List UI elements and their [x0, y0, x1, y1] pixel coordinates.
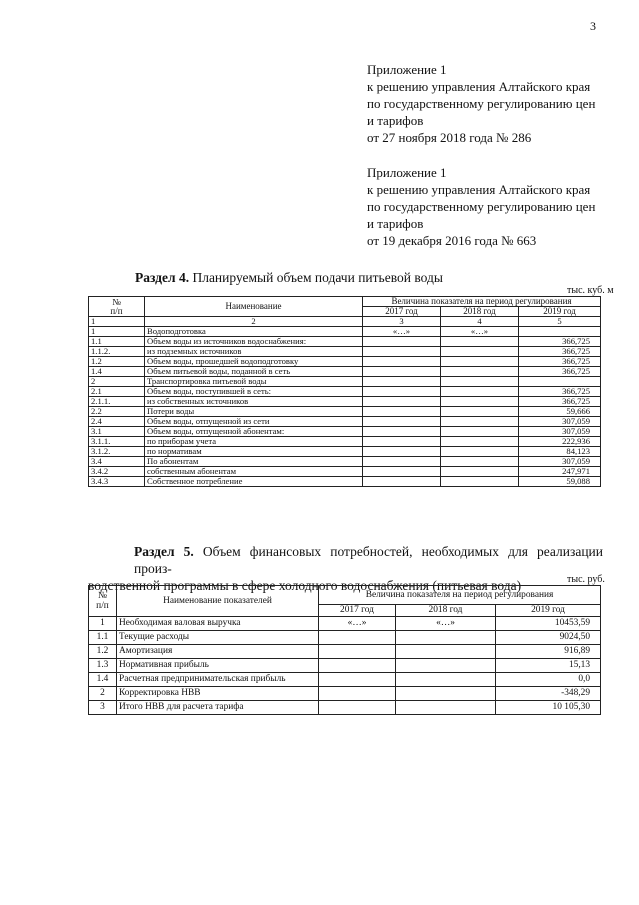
table-row — [89, 617, 601, 631]
value-2019: 59,666 — [519, 407, 601, 417]
value-2017 — [363, 337, 441, 347]
value-2019: 222,936 — [519, 437, 601, 447]
header-2017: 2017 год — [319, 605, 396, 617]
row-name: Собственное потребление — [145, 477, 363, 487]
row-name: по нормативам — [145, 447, 363, 457]
row-name: Расчетная предпринимательская прибыль — [117, 673, 319, 687]
row-number: 3.4.3 — [89, 477, 145, 487]
row-number: 2.4 — [89, 417, 145, 427]
row-name: Водоподготовка — [145, 327, 363, 337]
value-2018 — [441, 447, 519, 457]
value-2018 — [441, 377, 519, 387]
table-row — [89, 387, 601, 397]
table-row — [89, 357, 601, 367]
table-row — [89, 417, 601, 427]
value-2017 — [363, 347, 441, 357]
row-name: из подземных источников — [145, 347, 363, 357]
value-2018 — [441, 387, 519, 397]
row-number: 1.1 — [89, 337, 145, 347]
value-2017 — [319, 645, 396, 659]
col-number: 1 — [89, 317, 145, 327]
table-row — [89, 701, 601, 715]
value-2017: «…» — [363, 327, 441, 337]
value-2017 — [363, 407, 441, 417]
col-number: 5 — [519, 317, 601, 327]
annex-line: от 27 ноября 2018 года № 286 — [367, 130, 532, 145]
table-row — [89, 477, 601, 487]
value-2018 — [396, 659, 496, 673]
table-row — [89, 447, 601, 457]
table-row — [89, 645, 601, 659]
value-2017 — [363, 467, 441, 477]
col-number: 2 — [145, 317, 363, 327]
table-row — [89, 457, 601, 467]
row-name: из собственных источников — [145, 397, 363, 407]
value-2018: «…» — [396, 617, 496, 631]
page-number: 3 — [590, 19, 596, 33]
row-name: Итого НВВ для расчета тарифа — [117, 701, 319, 715]
value-2018 — [441, 417, 519, 427]
value-2018 — [441, 477, 519, 487]
value-2018 — [396, 701, 496, 715]
row-name: Амортизация — [117, 645, 319, 659]
row-name: По абонентам — [145, 457, 363, 467]
header-name: Наименование — [145, 297, 363, 317]
table-row — [89, 427, 601, 437]
value-2018 — [441, 347, 519, 357]
row-name: Объем воды из источников водоснабжения: — [145, 337, 363, 347]
section5-title-line2: водственной программы в сфере холодного водоснабжения (питьевая вода) — [88, 578, 522, 593]
value-2019: 15,13 — [496, 659, 601, 673]
value-2019: 0,0 — [496, 673, 601, 687]
value-2019: 366,725 — [519, 357, 601, 367]
row-number: 3.1.2. — [89, 447, 145, 457]
value-2019: 366,725 — [519, 367, 601, 377]
value-2018 — [441, 467, 519, 477]
row-number: 1.4 — [89, 673, 117, 687]
value-2018 — [441, 357, 519, 367]
value-2017 — [319, 659, 396, 673]
table-row — [89, 673, 601, 687]
row-number: 3.1.1. — [89, 437, 145, 447]
section5-table — [88, 585, 601, 715]
header-num: № п/п — [89, 586, 117, 617]
row-number: 1.2 — [89, 645, 117, 659]
value-2017 — [363, 477, 441, 487]
section4-title-text: Планируемый объем подачи питьевой воды — [189, 270, 443, 285]
value-2017 — [363, 357, 441, 367]
value-2017 — [363, 377, 441, 387]
row-name: Объем воды, отпущенной абонентам: — [145, 427, 363, 437]
header-2017: 2017 год — [363, 307, 441, 317]
table-row — [89, 377, 601, 387]
header-num: № п/п — [89, 297, 145, 317]
value-2019: 247,971 — [519, 467, 601, 477]
row-number: 2.1.1. — [89, 397, 145, 407]
table-row — [89, 659, 601, 673]
row-number: 2 — [89, 377, 145, 387]
value-2019: -348,29 — [496, 687, 601, 701]
value-2018 — [441, 427, 519, 437]
annex-line: Приложение 1 — [367, 165, 447, 180]
row-number: 1 — [89, 327, 145, 337]
section4-table — [88, 296, 601, 487]
header-period: Величина показателя на период регулирования — [319, 586, 601, 605]
row-name: Объем воды, отпущенной из сети — [145, 417, 363, 427]
annex-line: к решению управления Алтайского края — [367, 182, 591, 197]
header-2018: 2018 год — [441, 307, 519, 317]
row-number: 2.1 — [89, 387, 145, 397]
value-2018 — [396, 631, 496, 645]
value-2017 — [319, 687, 396, 701]
row-number: 1.1 — [89, 631, 117, 645]
row-name: Потери воды — [145, 407, 363, 417]
annex-header-current — [367, 61, 595, 146]
section4-unit: тыс. куб. м — [567, 285, 614, 296]
row-number: 3.1 — [89, 427, 145, 437]
value-2019: 9024,50 — [496, 631, 601, 645]
value-2019: 366,725 — [519, 337, 601, 347]
value-2019: 307,059 — [519, 427, 601, 437]
row-name: Объем воды, прошедшей водоподготовку — [145, 357, 363, 367]
row-name: Необходимая валовая выручка — [117, 617, 319, 631]
value-2018 — [441, 397, 519, 407]
header-name: Наименование показателей — [117, 586, 319, 617]
row-name: Объем воды, поступившей в сеть: — [145, 387, 363, 397]
row-number: 3 — [89, 701, 117, 715]
value-2019: 59,088 — [519, 477, 601, 487]
value-2018 — [396, 673, 496, 687]
header-period: Величина показателя на период регулирования — [363, 297, 601, 307]
header-2018: 2018 год — [396, 605, 496, 617]
row-name: по приборам учета — [145, 437, 363, 447]
value-2018 — [441, 457, 519, 467]
value-2019: 10 105,30 — [496, 701, 601, 715]
row-number: 1.1.2. — [89, 347, 145, 357]
value-2017 — [363, 417, 441, 427]
value-2019 — [519, 327, 601, 337]
header-2019: 2019 год — [519, 307, 601, 317]
row-name: Нормативная прибыль — [117, 659, 319, 673]
section5-title-bold: Раздел 5. — [134, 544, 194, 559]
col-number: 3 — [363, 317, 441, 327]
value-2018 — [396, 687, 496, 701]
section4-title-bold: Раздел 4. — [135, 270, 190, 285]
row-number: 2 — [89, 687, 117, 701]
value-2019: 307,059 — [519, 457, 601, 467]
value-2018 — [441, 407, 519, 417]
value-2019: 10453,59 — [496, 617, 601, 631]
table-row — [89, 437, 601, 447]
annex-line: Приложение 1 — [367, 62, 447, 77]
table-row — [89, 367, 601, 377]
annex-line: от 19 декабря 2016 года № 663 — [367, 233, 537, 248]
value-2018 — [396, 645, 496, 659]
row-name: Транспортировка питьевой воды — [145, 377, 363, 387]
value-2017 — [319, 673, 396, 687]
value-2019: 366,725 — [519, 397, 601, 407]
table-row — [89, 687, 601, 701]
value-2017 — [363, 397, 441, 407]
row-number: 1.4 — [89, 367, 145, 377]
table-row — [89, 467, 601, 477]
value-2017 — [363, 427, 441, 437]
row-number: 3.4 — [89, 457, 145, 467]
value-2017 — [363, 387, 441, 397]
value-2019: 916,89 — [496, 645, 601, 659]
value-2017 — [319, 701, 396, 715]
row-number: 3.4.2 — [89, 467, 145, 477]
row-number: 1.2 — [89, 357, 145, 367]
row-name: Текущие расходы — [117, 631, 319, 645]
row-number: 1 — [89, 617, 117, 631]
header-2019: 2019 год — [496, 605, 601, 617]
value-2019: 366,725 — [519, 347, 601, 357]
section5-title-text: Объем финансовых потребностей, необходимых для реализации произ- — [134, 544, 603, 576]
annex-line: и тарифов — [367, 216, 424, 231]
section5-unit: тыс. руб. — [567, 574, 605, 585]
value-2017 — [319, 631, 396, 645]
value-2017 — [363, 447, 441, 457]
value-2019: 84,123 — [519, 447, 601, 457]
value-2017 — [363, 367, 441, 377]
table-row — [89, 407, 601, 417]
value-2019: 307,059 — [519, 417, 601, 427]
value-2017: «…» — [319, 617, 396, 631]
col-number: 4 — [441, 317, 519, 327]
annex-line: к решению управления Алтайского края — [367, 79, 591, 94]
table-row — [89, 397, 601, 407]
row-number: 2.2 — [89, 407, 145, 417]
row-name: Корректировка НВВ — [117, 687, 319, 701]
table-row — [89, 327, 601, 337]
annex-line: по государственному регулированию цен — [367, 96, 596, 111]
row-name: собственным абонентам — [145, 467, 363, 477]
value-2017 — [363, 437, 441, 447]
value-2018 — [441, 367, 519, 377]
table-row — [89, 347, 601, 357]
annex-line: и тарифов — [367, 113, 424, 128]
value-2018 — [441, 437, 519, 447]
row-number: 1.3 — [89, 659, 117, 673]
table-row — [89, 337, 601, 347]
section4-title — [135, 270, 443, 286]
row-name: Объем питьевой воды, поданной в сеть — [145, 367, 363, 377]
value-2017 — [363, 457, 441, 467]
annex-header-original — [367, 164, 595, 249]
value-2019 — [519, 377, 601, 387]
value-2018 — [441, 337, 519, 347]
section5-title-line1 — [88, 543, 603, 577]
value-2018: «…» — [441, 327, 519, 337]
annex-line: по государственному регулированию цен — [367, 199, 596, 214]
value-2019: 366,725 — [519, 387, 601, 397]
table-row — [89, 631, 601, 645]
